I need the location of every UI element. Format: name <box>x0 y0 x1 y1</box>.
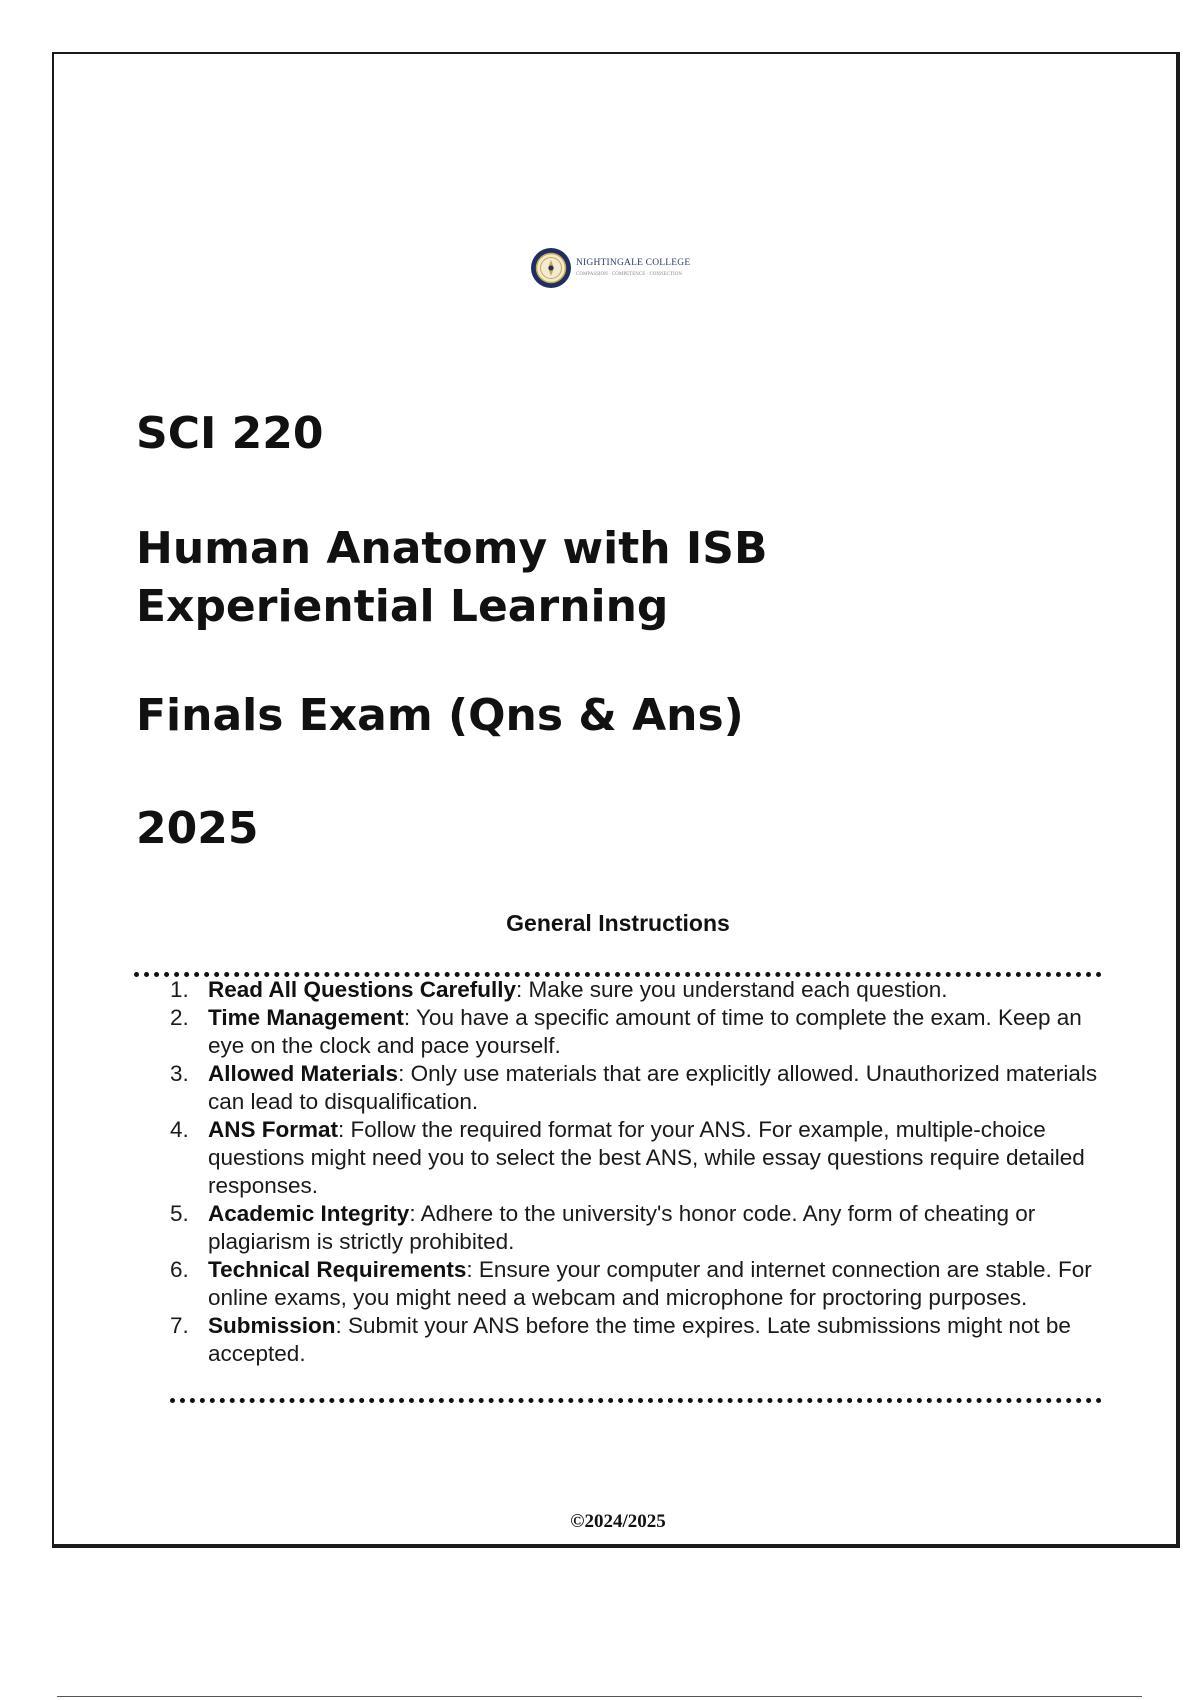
instruction-item <box>170 1004 1110 1060</box>
exam-year: 2025 <box>136 803 259 854</box>
instruction-text: : Make sure you understand each question. <box>516 977 948 1002</box>
footer-rule <box>57 1696 1142 1697</box>
dotted-divider-bottom <box>170 1398 1102 1403</box>
course-name: Human Anatomy with ISB Experiential Learning <box>136 523 768 632</box>
instruction-item <box>170 1312 1110 1368</box>
college-seal-icon <box>530 247 572 289</box>
instruction-text: : Ensure your computer and internet connection are stable. For online exams, you might need a webcam and microphone for proctoring purposes. <box>208 1257 1092 1310</box>
instruction-item <box>170 1200 1110 1256</box>
instruction-number: 6. <box>170 1257 189 1282</box>
instruction-text: : You have a specific amount of time to complete the exam. Keep an eye on the clock and pace yourself. <box>208 1005 1082 1058</box>
logo-college-name: NIGHTINGALE COLLEGE <box>576 257 691 268</box>
logo-text <box>576 259 690 278</box>
instruction-title: Technical Requirements <box>208 1257 467 1282</box>
instruction-title: Read All Questions Carefully <box>208 977 516 1002</box>
copyright-notice: ©2024/2025 <box>570 1511 666 1532</box>
instruction-title: Time Management <box>208 1005 404 1030</box>
instruction-item <box>170 976 1110 1004</box>
exam-type: Finals Exam (Qns & Ans) <box>136 690 744 741</box>
instruction-item <box>170 1116 1110 1200</box>
instruction-number: 4. <box>170 1117 189 1142</box>
instruction-title: Allowed Materials <box>208 1061 399 1086</box>
instructions-list <box>170 976 1110 1368</box>
instruction-number: 3. <box>170 1061 189 1086</box>
course-code: SCI 220 <box>136 408 324 459</box>
logo-tagline: COMPASSION · COMPETENCE · CONNECTION <box>576 272 682 278</box>
instructions-heading: General Instructions <box>506 910 730 936</box>
instruction-text: : Submit your ANS before the time expires. Late submissions might not be accepted. <box>208 1313 1071 1366</box>
instruction-number: 7. <box>170 1313 189 1338</box>
college-logo <box>530 243 710 293</box>
instruction-text: : Follow the required format for your ANS. For example, multiple-choice questions might need you to select the best ANS, while essay questions require detailed responses. <box>208 1117 1085 1198</box>
instruction-text: : Only use materials that are explicitly allowed. Unauthorized materials can lead to disqualification. <box>208 1061 1098 1114</box>
instruction-number: 1. <box>170 977 189 1002</box>
instruction-title: Academic Integrity <box>208 1201 410 1226</box>
instruction-number: 5. <box>170 1201 189 1226</box>
instruction-item <box>170 1060 1110 1116</box>
instruction-item <box>170 1256 1110 1312</box>
instruction-title: Submission <box>208 1313 336 1338</box>
instruction-title: ANS Format <box>208 1117 339 1142</box>
instruction-text: : Adhere to the university's honor code. Any form of cheating or plagiarism is strictly prohibited. <box>208 1201 1036 1254</box>
instruction-number: 2. <box>170 1005 189 1030</box>
